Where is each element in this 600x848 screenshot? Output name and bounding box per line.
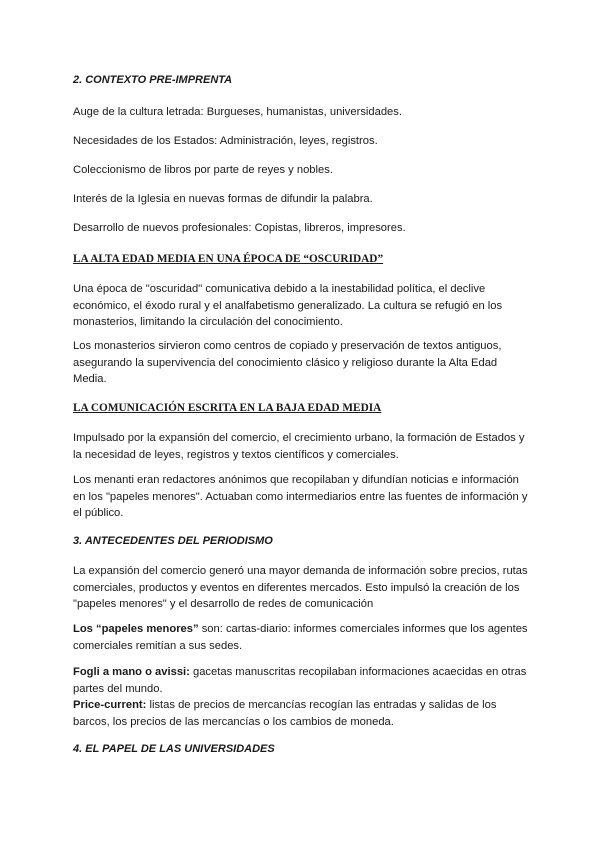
- baja-edad-paragraph: Los menanti eran redactores anónimos que recopilaban y difundían noticias e información en los "papeles menores". Actuaban como intermediarios entre las fuentes de información y el público.: [73, 474, 528, 519]
- papeles-menores-text: son: cartas-diario: informes comerciales informes que los agentes comerciales remitían a sus sedes.: [73, 623, 528, 652]
- price-current-term: Price-current:: [73, 699, 147, 711]
- contexto-item: Desarrollo de nuevos profesionales: Copistas, libreros, impresores.: [73, 222, 406, 234]
- contexto-item: Coleccionismo de libros por parte de reyes y nobles.: [73, 164, 333, 176]
- alta-edad-paragraph: Los monasterios sirvieron como centros de copiado y preservación de textos antiguos, asegurando la supervivencia del conocimiento clásico y religioso durante la Alta Edad Media.: [73, 340, 502, 385]
- heading-papel-universidades: 4. EL PAPEL DE LAS UNIVERSIDADES: [73, 743, 275, 755]
- heading-contexto-pre-imprenta: 2. CONTEXTO PRE-IMPRENTA: [73, 74, 233, 86]
- baja-edad-paragraph: Impulsado por la expansión del comercio, el crecimiento urbano, la formación de Estados y la necesidad de leyes, registros y textos científicos y comerciales.: [73, 432, 525, 461]
- papeles-menores-term: Los “papeles menores”: [73, 623, 199, 635]
- price-current-text: listas de precios de mercancías recogían las entradas y salidas de los barcos, los precios de las mercancías o los cambios de moneda.: [73, 699, 497, 728]
- antecedentes-paragraph: La expansión del comercio generó una mayor demanda de información sobre precios, rutas comerciales, productos y eventos en diferentes mercados. Esto impulsó la creación de los "papeles menores" y el desarrollo de redes de comunicación: [73, 565, 528, 610]
- fogli-term: Fogli a mano o avissi:: [73, 666, 190, 678]
- heading-baja-edad-media: LA COMUNICACIÓN ESCRITA EN LA BAJA EDAD MEDIA: [73, 402, 382, 414]
- contexto-item: Necesidades de los Estados: Administración, leyes, registros.: [73, 135, 378, 147]
- contexto-item: Auge de la cultura letrada: Burgueses, humanistas, universidades.: [73, 106, 402, 118]
- alta-edad-paragraph: Una época de "oscuridad" comunicativa debido a la inestabilidad política, el declive económico, el éxodo rural y el analfabetismo generalizado. La cultura se refugió en los monasterios, limitando la circulación del conocimiento.: [73, 283, 503, 328]
- fogli-definition: [73, 664, 533, 697]
- fogli-text: gacetas manuscritas recopilaban informaciones acaecidas en otras partes del mundo.: [73, 666, 527, 695]
- price-current-definition: [73, 697, 533, 730]
- heading-alta-edad-media: LA ALTA EDAD MEDIA EN UNA ÉPOCA DE “OSCURIDAD”: [73, 253, 384, 265]
- papeles-menores-definition: [73, 621, 533, 654]
- contexto-item: Interés de la Iglesia en nuevas formas de difundir la palabra.: [73, 193, 373, 205]
- heading-antecedentes-periodismo: 3. ANTECEDENTES DEL PERIODISMO: [73, 535, 273, 547]
